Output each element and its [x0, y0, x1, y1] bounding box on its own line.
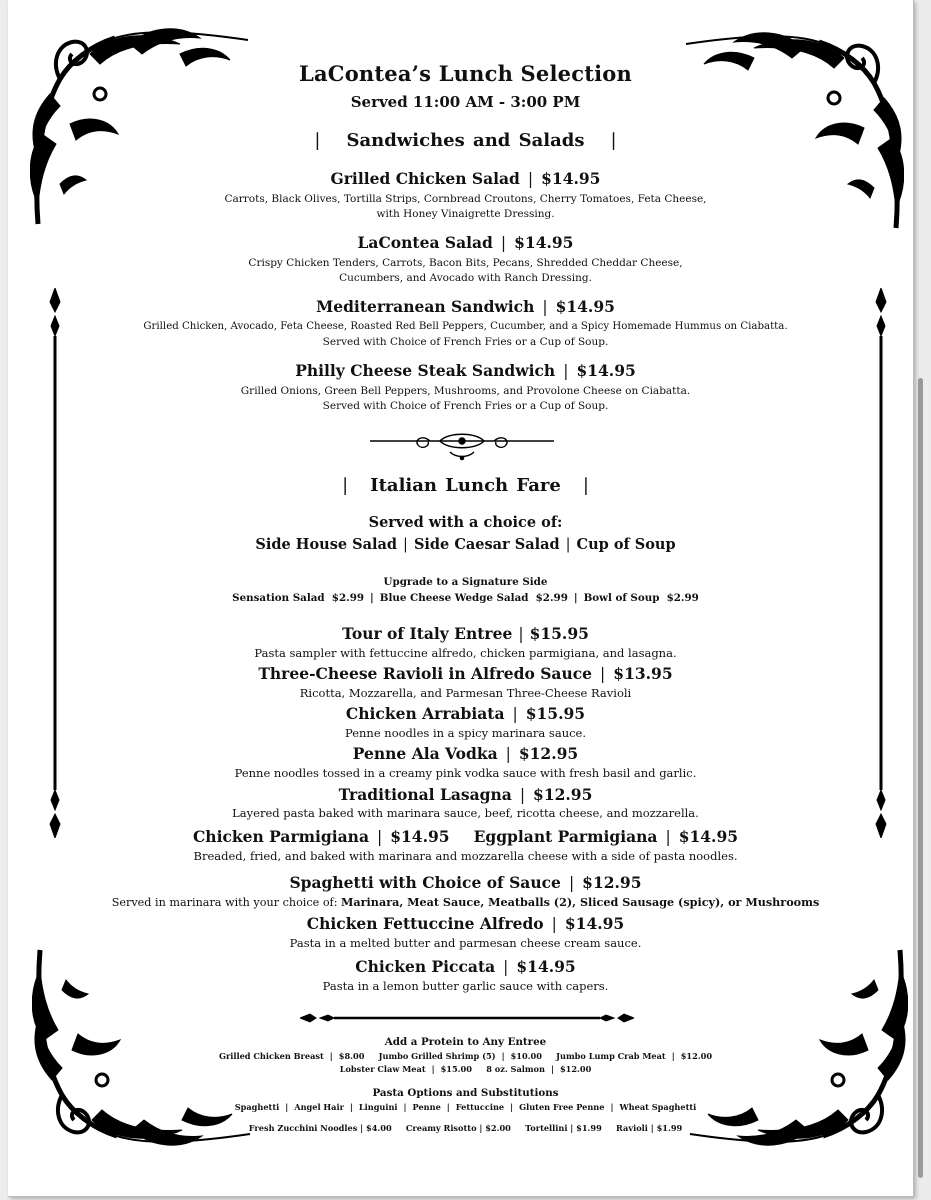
side-option: Side House Salad [255, 536, 398, 553]
item-name: Three-Cheese Ravioli in Alfredo Sauce [258, 664, 593, 683]
item-description: Cucumbers, and Avocado with Ranch Dressing. [339, 272, 592, 284]
section-title: Sandwiches and Salads [346, 130, 585, 151]
menu-item-title-parmigiana: Chicken Parmigiana | $14.95 Eggplant Parmigiana | $14.95 [192, 827, 739, 846]
item-name: Chicken Parmigiana [192, 827, 369, 846]
section-heading-sandwiches: | Sandwiches and Salads | [314, 130, 617, 151]
item-name: Penne Ala Vodka [352, 744, 498, 763]
item-name: Eggplant Parmigiana [473, 827, 658, 846]
menu-item-title: Mediterranean Sandwich | $14.95 [316, 297, 615, 316]
protein-name: Grilled Chicken Breast [218, 1051, 324, 1061]
item-price: $14.95 [555, 297, 615, 316]
sides-list: Side House Salad | Side Caesar Salad | Cup of Soup [255, 536, 676, 553]
section-heading-italian: | Italian Lunch Fare | [342, 475, 589, 496]
item-name: Philly Cheese Steak Sandwich [295, 361, 556, 380]
pasta-option: Linguini [358, 1102, 398, 1112]
side-option: Cup of Soup [576, 536, 676, 553]
upgrade-list: Sensation Salad $2.99 | Blue Cheese Wedge Salad $2.99 | Bowl of Soup $2.99 [232, 592, 699, 604]
item-description: Crispy Chicken Tenders, Carrots, Bacon Bits, Pecans, Shredded Cheddar Cheese, [248, 257, 683, 269]
pasta-option: Penne [412, 1102, 441, 1112]
protein-price: $12.00 [680, 1051, 713, 1061]
item-name: Traditional Lasagna [338, 785, 512, 804]
item-price: $14.95 [564, 914, 625, 933]
section-title: Italian Lunch Fare [370, 475, 561, 496]
menu-item-title: Chicken Piccata | $14.95 [355, 957, 576, 976]
item-price: $14.95 [541, 169, 601, 188]
pasta-option: Gluten Free Penne [519, 1102, 605, 1112]
upgrade-price: $2.99 [666, 592, 699, 604]
protein-name: Jumbo Grilled Shrimp (5) [378, 1051, 496, 1061]
item-description: Layered pasta baked with marinara sauce, beef, ricotta cheese, and mozzarella. [232, 806, 699, 820]
item-description: Grilled Chicken, Avocado, Feta Cheese, Roasted Red Bell Peppers, Cucumber, and a Spicy Homemade Hummus on Ciabatta. [143, 321, 788, 332]
substitution-price: $1.99 [656, 1123, 683, 1133]
item-description: Served with Choice of French Fries or a Cup of Soup. [322, 336, 609, 348]
protein-list: Lobster Claw Meat | $15.00 8 oz. Salmon | $12.00 [339, 1064, 592, 1074]
substitution-name: Creamy Risotto [405, 1123, 477, 1133]
protein-price: $15.00 [440, 1064, 472, 1074]
protein-price: $8.00 [338, 1051, 365, 1061]
item-price: $15.95 [529, 624, 589, 643]
menu-item-title: Grilled Chicken Salad | $14.95 [330, 169, 601, 188]
upgrade-name: Bowl of Soup [583, 592, 660, 604]
item-price: $14.95 [390, 827, 450, 846]
sides-intro: Served with a choice of: [368, 514, 563, 531]
menu-item-title: Chicken Arrabiata | $15.95 [345, 704, 586, 723]
substitution-price: $1.99 [576, 1123, 602, 1133]
item-name: Spaghetti with Choice of Sauce [289, 873, 561, 892]
upgrade-price: $2.99 [535, 592, 568, 604]
menu-item-title: Philly Cheese Steak Sandwich | $14.95 [295, 361, 636, 380]
item-description: Breaded, fried, and baked with marinara and mozzarella cheese with a side of pasta noodles. [193, 849, 738, 863]
upgrade-name: Blue Cheese Wedge Salad [379, 592, 529, 604]
menu-item-title: LaContea Salad | $14.95 [357, 233, 574, 252]
arrow-horizontal-divider [300, 1010, 634, 1026]
protein-list: Grilled Chicken Breast | $8.00 Jumbo Grilled Shrimp (5) | $10.00 Jumbo Lump Crab Meat | $12.00 [218, 1051, 713, 1061]
protein-price: $12.00 [559, 1064, 592, 1074]
item-description: Pasta in a lemon butter garlic sauce with capers. [322, 979, 609, 993]
pasta-option: Fettuccine [455, 1102, 505, 1112]
item-name: Chicken Fettuccine Alfredo [306, 914, 544, 933]
substitution-price: $2.00 [485, 1123, 511, 1133]
item-price: $13.95 [613, 664, 673, 683]
menu-item-title: Tour of Italy Entree | $15.95 [342, 624, 589, 643]
item-price: $12.95 [582, 873, 642, 892]
sauce-choices: Marinara, Meat Sauce, Meatballs (2), Sliced Sausage (spicy), or Mushrooms [341, 895, 820, 909]
item-price: $15.95 [525, 704, 586, 723]
item-description: Grilled Onions, Green Bell Peppers, Mushrooms, and Provolone Cheese on Ciabatta. [240, 385, 691, 397]
item-description: Carrots, Black Olives, Tortilla Strips, Cornbread Croutons, Cherry Tomatoes, Feta Cheese, [224, 193, 707, 205]
substitution-list: Fresh Zucchini Noodles | $4.00 Creamy Risotto | $2.00 Tortellini | $1.99 Ravioli | $1.99 [248, 1123, 683, 1133]
upgrade-title: Upgrade to a Signature Side [383, 576, 548, 588]
protein-price: $10.00 [510, 1051, 542, 1061]
item-description: Penne noodles in a spicy marinara sauce. [344, 726, 587, 740]
item-name: Grilled Chicken Salad [330, 169, 520, 188]
item-price: $14.95 [514, 233, 574, 252]
protein-name: 8 oz. Salmon [486, 1064, 545, 1074]
side-option: Side Caesar Salad [413, 536, 560, 553]
item-price: $14.95 [678, 827, 739, 846]
menu-item-title: Penne Ala Vodka | $12.95 [352, 744, 579, 763]
protein-name: Lobster Claw Meat [339, 1064, 426, 1074]
menu-item-title: Three-Cheese Ravioli in Alfredo Sauce | $13.95 [258, 664, 673, 683]
upgrade-name: Sensation Salad [232, 592, 325, 604]
item-name: LaContea Salad [357, 233, 493, 252]
pasta-option: Spaghetti [234, 1102, 280, 1112]
item-description: Pasta in a melted butter and parmesan cheese cream sauce. [289, 936, 642, 950]
item-name: Tour of Italy Entree [342, 624, 513, 643]
item-name: Mediterranean Sandwich [316, 297, 535, 316]
substitution-price: $4.00 [366, 1123, 392, 1133]
protein-title: Add a Protein to Any Entree [384, 1036, 547, 1048]
item-name: Chicken Arrabiata [345, 704, 505, 723]
description-text: Served in marinara with your choice of: [111, 896, 342, 909]
item-price: $12.95 [518, 744, 579, 763]
menu-title: LaContea’s Lunch Selection [299, 61, 632, 86]
protein-name: Jumbo Lump Crab Meat [556, 1051, 666, 1061]
substitution-name: Ravioli [616, 1123, 648, 1133]
item-description: Served with Choice of French Fries or a Cup of Soup. [322, 400, 609, 412]
item-price: $14.95 [576, 361, 636, 380]
pasta-option: Angel Hair [294, 1102, 344, 1112]
item-price: $12.95 [533, 785, 593, 804]
item-price: $14.95 [516, 957, 576, 976]
item-name: Chicken Piccata [355, 957, 496, 976]
menu-item-title: Traditional Lasagna | $12.95 [338, 785, 593, 804]
pasta-option: Wheat Spaghetti [619, 1102, 697, 1112]
menu-item-title: Chicken Fettuccine Alfredo | $14.95 [306, 914, 625, 933]
pasta-options-title: Pasta Options and Substitutions [372, 1087, 559, 1099]
item-description: Penne noodles tossed in a creamy pink vodka sauce with fresh basil and garlic. [234, 766, 697, 780]
menu-item-title: Spaghetti with Choice of Sauce | $12.95 [289, 873, 642, 892]
pasta-list: Spaghetti | Angel Hair | Linguini | Penne | Fettuccine | Gluten Free Penne | Wheat Spaghetti [234, 1102, 697, 1112]
item-description: Pasta sampler with fettuccine alfredo, chicken parmigiana, and lasagna. [254, 646, 677, 660]
substitution-name: Fresh Zucchini Noodles [248, 1123, 358, 1133]
service-hours: Served 11:00 AM - 3:00 PM [350, 93, 581, 111]
item-description: with Honey Vinaigrette Dressing. [376, 208, 555, 220]
scroll-divider-ornament [370, 432, 554, 462]
item-description [0, 895, 931, 909]
substitution-name: Tortellini [525, 1123, 568, 1133]
item-description: Ricotta, Mozzarella, and Parmesan Three-Cheese Ravioli [299, 686, 632, 700]
upgrade-price: $2.99 [331, 592, 365, 604]
